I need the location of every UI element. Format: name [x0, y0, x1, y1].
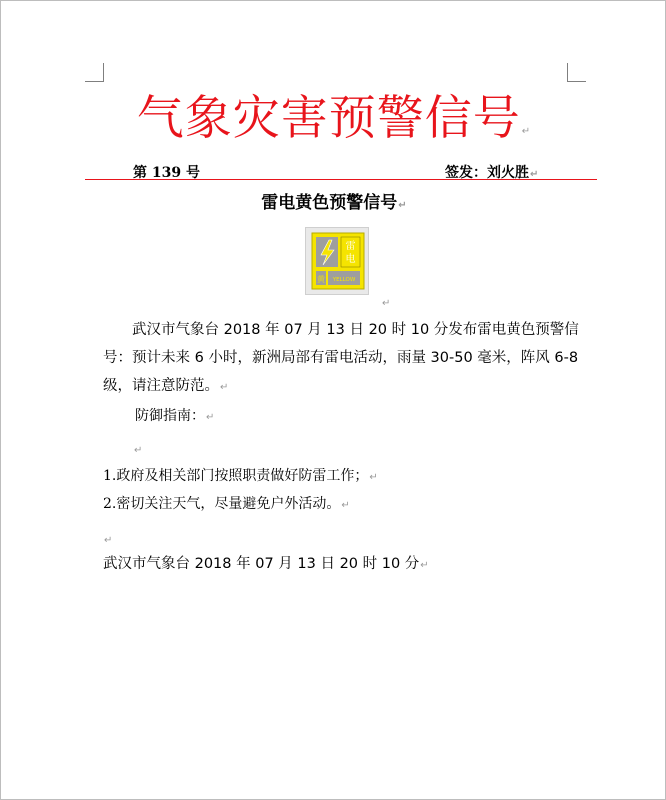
icon-text-bottom-right: YELLOW: [332, 277, 356, 283]
guide-item: 1.政府及相关部门按照职责做好防雷工作；↵: [103, 468, 378, 484]
guide-label: 防御指南：↵: [135, 408, 215, 424]
icon-text-bottom-left: 黄: [317, 275, 325, 284]
header-title: 气象灾害预警信号↵: [136, 91, 532, 146]
paragraph-mark-icon: ↵: [382, 298, 391, 309]
paragraph-mark-icon: ↵: [530, 169, 539, 180]
crop-mark-top-left: [85, 63, 104, 82]
guide-item: 2.密切关注天气，尽量避免户外活动。↵: [103, 496, 350, 512]
paragraph-mark-icon: ↵: [398, 200, 407, 211]
thunder-yellow-warning-icon: [305, 227, 369, 295]
document-number: 第 139 号: [133, 165, 200, 181]
paragraph-mark-icon: ↵: [521, 126, 532, 137]
paragraph-mark-icon: ↵: [104, 535, 113, 546]
icon-text-top-1: 雷: [345, 241, 356, 252]
paragraph-mark-icon: ↵: [134, 445, 143, 456]
empty-paragraph: [103, 528, 112, 547]
paragraph-mark-icon: ↵: [220, 382, 229, 393]
icon-text-top-2: 电: [345, 254, 356, 265]
header-divider: [85, 179, 597, 180]
paragraph-mark-icon: ↵: [369, 472, 378, 483]
warning-subtitle: 雷电黄色预警信号↵: [261, 193, 407, 213]
paragraph-mark-icon: ↵: [206, 412, 215, 423]
crop-mark-top-right: [567, 63, 586, 82]
paragraph-mark-icon: ↵: [420, 560, 429, 571]
signer: 签发：刘火胜↵: [445, 165, 539, 181]
empty-paragraph: [133, 438, 142, 457]
paragraph-mark-icon: ↵: [341, 500, 350, 511]
footer-signature: 武汉市气象台 2018 年 07 月 13 日 20 时 10 分↵: [103, 556, 429, 572]
warning-body: 武汉市气象台 2018 年 07 月 13 日 20 时 10 分发布雷电黄色预警信号：预计未来 6 小时，新洲局部有雷电活动，雨量 30-50 毫米，阵风 6-8 级，请注意防范。↵: [103, 322, 579, 394]
